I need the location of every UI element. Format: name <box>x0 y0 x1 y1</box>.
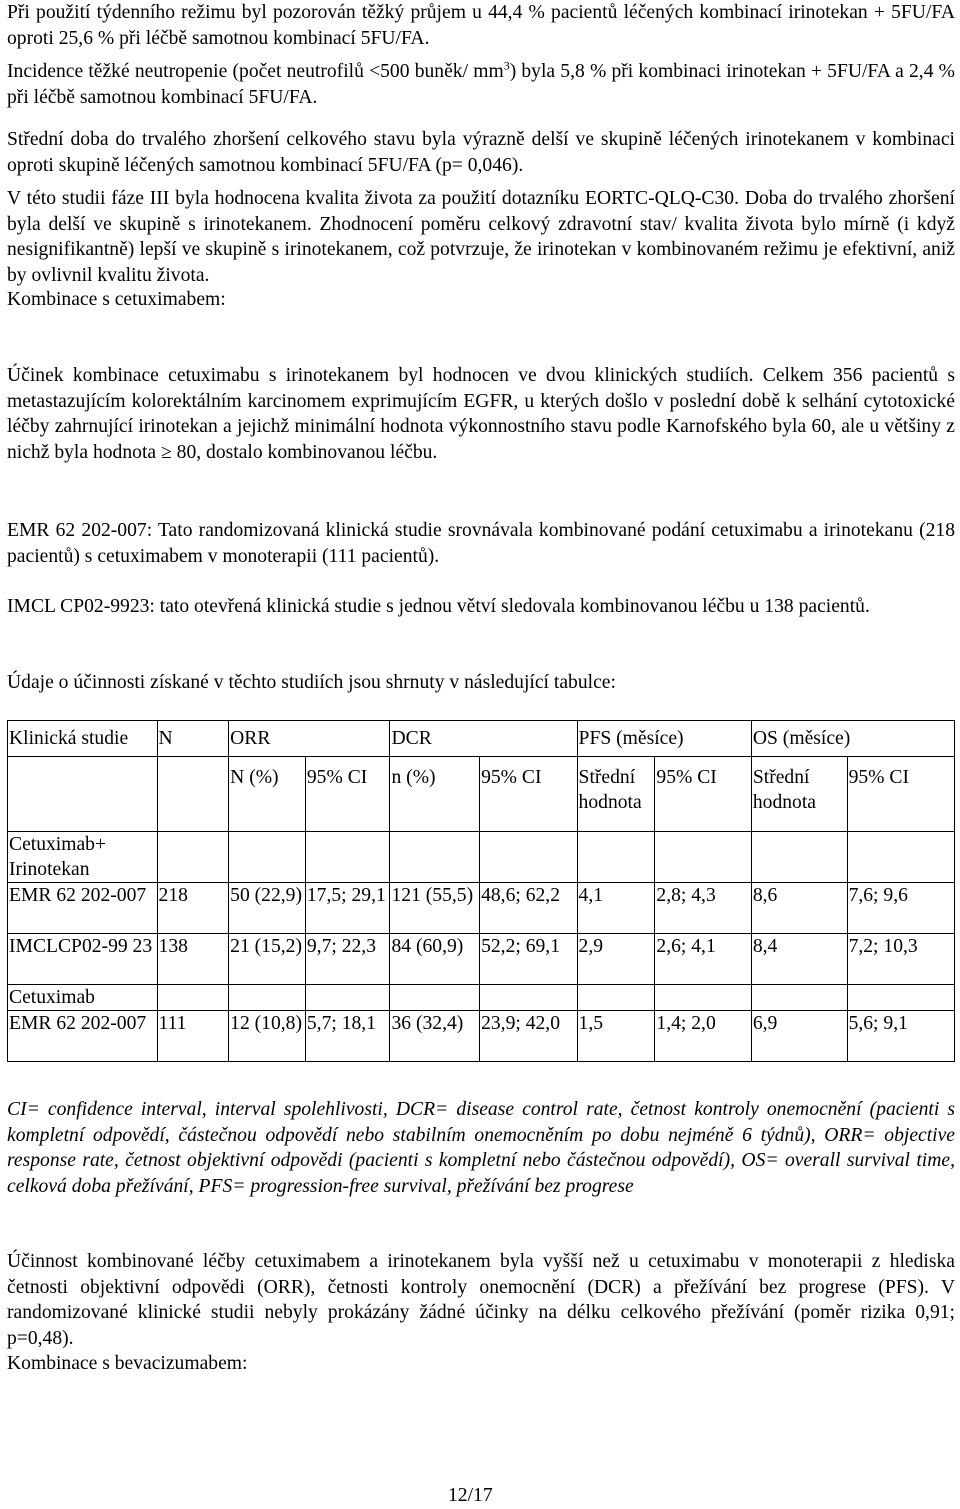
group-label-cell: Cetuximab <box>8 985 158 1011</box>
os-ci-cell: 5,6; 9,1 <box>847 1011 954 1062</box>
table-caption: CI= confidence interval, interval spolehlivosti, DCR= disease control rate, četnost kontroly onemocnění (pacienti s kompletní odpovědí, částečnou odpovědí nebo stabilním onemocněním po dobu nejméně 6 týdnů), ORR= objective response rate, četnost objektivní odpovědi (pacienti s kompletní nebo částečnou odpovědí), OS= overall survival time, celková doba přežívání, PFS= progression-free survival, přežívání bez progrese <box>7 1099 955 1197</box>
table-header-cell: PFS (měsíce) <box>577 721 751 757</box>
orr-n-cell: 50 (22,9) <box>229 883 306 934</box>
n-cell: 111 <box>157 1011 229 1062</box>
n-cell: 138 <box>157 934 229 985</box>
pfs-ci-cell: 2,8; 4,3 <box>655 883 751 934</box>
table-header-cell: ORR <box>229 721 390 757</box>
table-row <box>8 934 955 985</box>
study-cell: EMR 62 202-007 <box>8 1011 158 1062</box>
table-group-row <box>8 832 955 883</box>
orr-ci-cell: 5,7; 18,1 <box>305 1011 390 1062</box>
table-header-cell: Klinická studie <box>8 721 158 757</box>
table-subheader-cell: N (%) <box>229 757 306 832</box>
page-number: 12/17 <box>448 1485 493 1506</box>
table-row <box>8 883 955 934</box>
paragraph-quality-of-life: V této studii fáze III byla hodnocena kvalita života za použití dotazníku EORTC-QLQ-C30. Doba do trvalého zhoršení byla delší ve skupině s irinotekanem. Zhodnocení poměru celkový zdravotní stav/ kvalita života bylo mírně (i když nesignifikantně) lepší ve skupině s irinotekanem, což potvrzuje, že irinotekan v kombinovaném režimu je efektivní, aniž by ovlivnil kvalitu života. <box>7 188 955 286</box>
os-ci-cell: 7,2; 10,3 <box>847 934 954 985</box>
table-subheader-cell: Střední hodnota <box>577 757 655 832</box>
table-subheader-cell: Střední hodnota <box>751 757 847 832</box>
paragraph-table-intro: Údaje o účinnosti získané v těchto studiích jsou shrnuty v následující tabulce: <box>7 672 616 693</box>
section-heading-bevacizumab: Kombinace s bevacizumabem: <box>7 1353 248 1374</box>
table-subheader-cell: 95% CI <box>480 757 577 832</box>
dcr-n-cell: 36 (32,4) <box>390 1011 480 1062</box>
table-header-cell: N <box>157 721 229 757</box>
pfs-ci-cell: 2,6; 4,1 <box>655 934 751 985</box>
table-subheader-cell: 95% CI <box>847 757 954 832</box>
orr-ci-cell: 17,5; 29,1 <box>305 883 390 934</box>
os-median-cell: 8,6 <box>751 883 847 934</box>
table-header-cell: OS (měsíce) <box>751 721 954 757</box>
os-median-cell: 6,9 <box>751 1011 847 1062</box>
paragraph-neutropenia: Incidence těžké neutropenie (počet neutrofilů <500 buněk/ $mm^3$) byla 5,8 % při kombinaci irinotekan + 5FU/FA a 2,4 % při léčbě samotnou kombinací 5FU/FA. <box>7 58 955 108</box>
group-label-cell: Cetuximab+ Irinotekan <box>8 832 158 883</box>
table-header-cell: DCR <box>390 721 577 757</box>
dcr-ci-cell: 48,6; 62,2 <box>480 883 577 934</box>
table-cell <box>157 757 229 832</box>
orr-n-cell: 21 (15,2) <box>229 934 306 985</box>
orr-ci-cell: 9,7; 22,3 <box>305 934 390 985</box>
section-heading-cetuximab: Kombinace s cetuximabem: <box>7 289 226 310</box>
paragraph-diarrhea: Při použití týdenního režimu byl pozorován těžký průjem u 44,4 % pacientů léčených kombinací irinotekan + 5FU/FA oproti 25,6 % při léčbě samotnou kombinací 5FU/FA. <box>7 2 955 49</box>
dcr-n-cell: 121 (55,5) <box>390 883 480 934</box>
os-ci-cell: 7,6; 9,6 <box>847 883 954 934</box>
os-median-cell: 8,4 <box>751 934 847 985</box>
table-subheader-cell: 95% CI <box>655 757 751 832</box>
table-cell <box>8 757 158 832</box>
dcr-n-cell: 84 (60,9) <box>390 934 480 985</box>
pfs-median-cell: 4,1 <box>577 883 655 934</box>
paragraph-deterioration-time: Střední doba do trvalého zhoršení celkového stavu byla výrazně delší ve skupině léčených irinotekanem v kombinaci oproti skupině léčených samotnou kombinací 5FU/FA (p= 0,046). <box>7 129 955 176</box>
dcr-ci-cell: 52,2; 69,1 <box>480 934 577 985</box>
pfs-ci-cell: 1,4; 2,0 <box>655 1011 751 1062</box>
dcr-ci-cell: 23,9; 42,0 <box>480 1011 577 1062</box>
n-cell: 218 <box>157 883 229 934</box>
paragraph-efficacy-summary: Účinnost kombinované léčby cetuximabem a irinotekanem byla vyšší než u cetuximabu v monoterapii z hlediska četnosti objektivní odpovědi (ORR), četnosti kontroly onemocnění (DCR) a přežívání bez progrese (PFS). V randomizované klinické studii nebyly prokázány žádné účinky na délku celkového přežívání (poměr rizika 0,91; p=0,48). <box>7 1251 955 1349</box>
table-subheader-row <box>8 757 955 832</box>
paragraph-emr-study: EMR 62 202-007: Tato randomizovaná klinická studie srovnávala kombinované podání cetuximabu a irinotekanu (218 pacientů) s cetuximabem v monoterapii (111 pacientů). <box>7 520 955 567</box>
table-row <box>8 1011 955 1062</box>
table-group-row <box>8 985 955 1011</box>
study-cell: IMCLCP02-99 23 <box>8 934 158 985</box>
table-subheader-cell: 95% CI <box>305 757 390 832</box>
study-cell: EMR 62 202-007 <box>8 883 158 934</box>
table-subheader-cell: n (%) <box>390 757 480 832</box>
paragraph-cetuximab-studies: Účinek kombinace cetuximabu s irinotekanem byl hodnocen ve dvou klinických studiích. Celkem 356 pacientů s metastazujícím kolorektálním karcinomem exprimujícím EGFR, u kterých došlo v poslední době k selhání cytotoxické léčby zahrnující irinotekan a jejichž minimální hodnota výkonnostního stavu podle Karnofského byla 60, ale u většiny z nichž byla hodnota ≥ 80, dostalo kombinovanou léčbu. <box>7 365 955 463</box>
efficacy-table <box>7 720 955 1062</box>
orr-n-cell: 12 (10,8) <box>229 1011 306 1062</box>
pfs-median-cell: 2,9 <box>577 934 655 985</box>
paragraph-imcl-study: IMCL CP02-9923: tato otevřená klinická studie s jednou větví sledovala kombinovanou léčbu u 138 pacientů. <box>7 596 870 617</box>
table-header-row <box>8 721 955 757</box>
pfs-median-cell: 1,5 <box>577 1011 655 1062</box>
